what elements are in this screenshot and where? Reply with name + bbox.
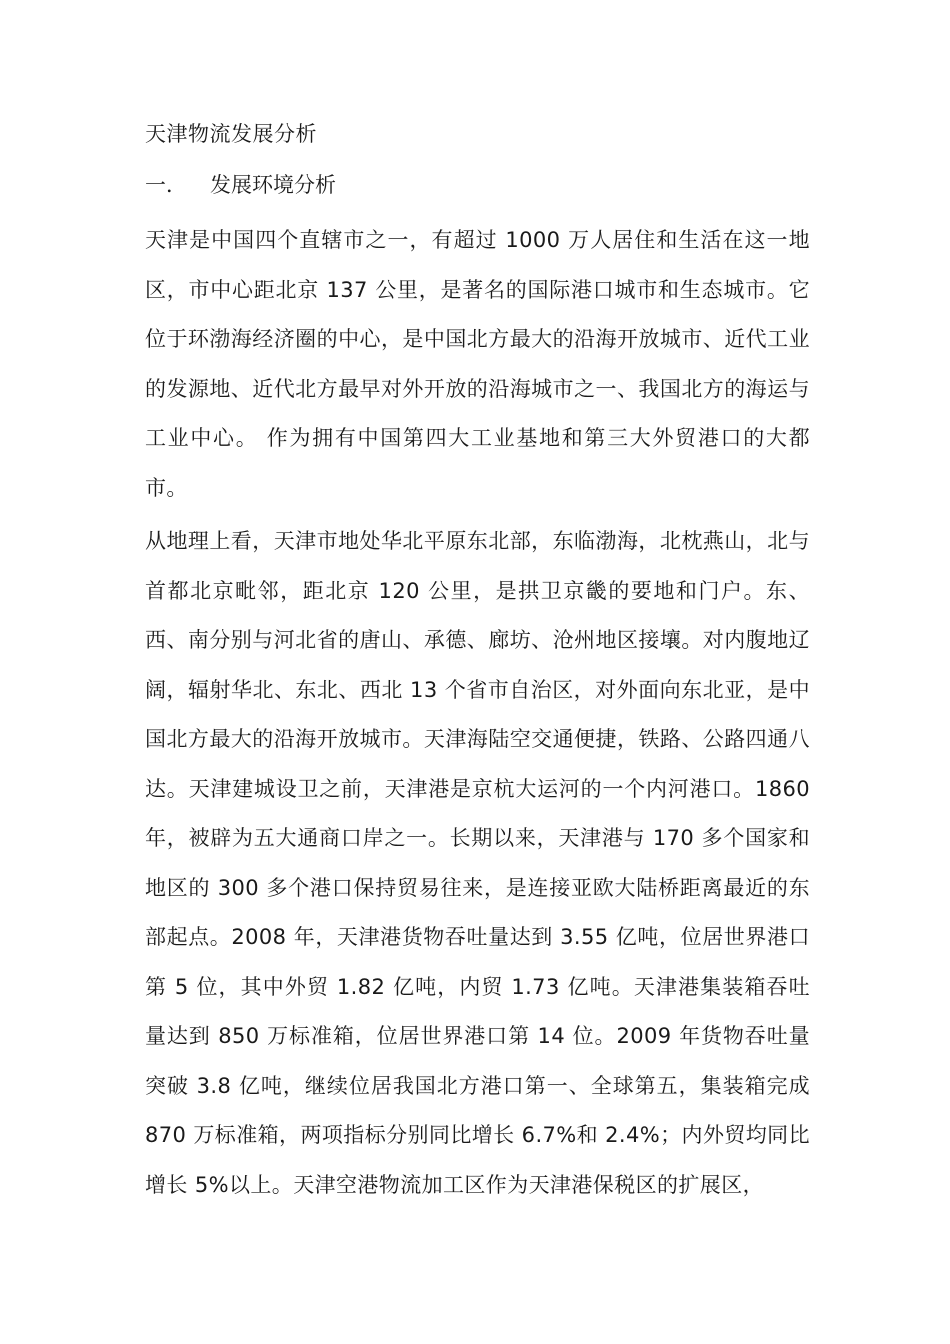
paragraph-2: 从地理上看，天津市地处华北平原东北部，东临渤海，北枕燕山，北与首都北京毗邻，距北京 120 公里，是拱卫京畿的要地和门户。东、西、南分别与河北省的唐山、承德、廊坊、沧州地区接壤。对内腹地辽阔，辐射华北、东北、西北 13 个省市自治区，对外面向东北亚，是中国北方最大的沿海开放城市。天津海陆空交通便捷，铁路、公路四通八达。天津建城设卫之前，天津港是京杭大运河的一个内河港口。1860 年，被辟为五大通商口岸之一。长期以来，天津港与 170 多个国家和地区的 300 多个港口保持贸易往来，是连接亚欧大陆桥距离最近的东部起点。2008 年，天津港货物吞吐量达到 3.55 亿吨，位居世界港口第 5 位，其中外贸 1.82 亿吨，内贸 1.73 亿吨。天津港集装箱吞吐量达到 850 万标准箱，位居世界港口第 14 位。2009 年货物吞吐量突破 3.8 亿吨，继续位居我国北方港口第一、全球第五，集装箱完成 870 万标准箱，两项指标分别同比增长 6.7%和 2.4%；内外贸均同比增长 5%以上。天津空港物流加工区作为天津港保税区的扩展区，	[145, 529, 810, 1197]
section-heading	[145, 167, 810, 203]
paragraph-1: 天津是中国四个直辖市之一，有超过 1000 万人居住和生活在这一地区，市中心距北京 137 公里，是著名的国际港口城市和生态城市。它位于环渤海经济圈的中心，是中国北方最大的沿海开放城市、近代工业的发源地、近代北方最早对外开放的沿海城市之一、我国北方的海运与工业中心。 作为拥有中国第四大工业基地和第三大外贸港口的大都市。	[145, 228, 810, 500]
document-body	[145, 116, 810, 1214]
document-title: 天津物流发展分析	[145, 122, 317, 146]
section-number: 一．	[145, 173, 187, 197]
section-heading-text: 发展环境分析	[210, 173, 336, 197]
